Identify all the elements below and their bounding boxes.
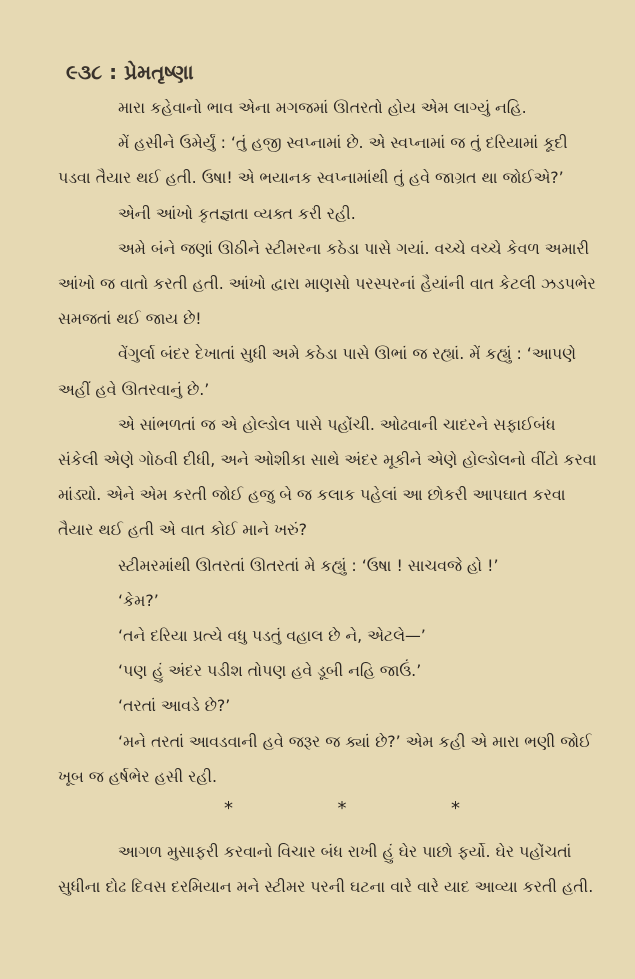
- paragraph: ‘મને તરતાં આવડવાની હવે જરૂર જ ક્યાં છે?’ એમ કહી એ મારા ભણી જોઈ ખૂબ જ હર્ષભેર હસી રહી.: [58, 731, 592, 786]
- paragraph: ‘કેમ?’: [118, 590, 159, 610]
- paragraph: ‘તને દરિયા પ્રત્યે વધુ પડતું વહાલ છે ને, એટલે—’: [118, 626, 426, 646]
- section-separator: [58, 794, 598, 824]
- page-header: [66, 60, 194, 84]
- separator-star: *: [337, 798, 347, 820]
- paragraph: સ્ટીમરમાંથી ઊતરતાં ઊતરતાં મે કહ્યું : ‘ઉષા ! સાચવજે હો !’: [118, 555, 499, 575]
- paragraph: ‘તરતાં આવડે છે?’: [118, 696, 231, 716]
- book-title: પ્રેમતૃષ્ણા: [124, 60, 194, 84]
- page-number: ૯૩૮ :: [66, 60, 118, 84]
- paragraph: વેંગુર્લા બંદર દેખાતાં સુધી અમે કઠેડા પાસે ઊભાં જ રહ્યાં. મેં કહ્યું : ‘આપણે અહીં હવે ઊતરવાનું છે.’: [58, 344, 576, 399]
- page-body: [58, 90, 598, 904]
- separator-star: *: [224, 798, 233, 820]
- paragraph: એની આંખો કૃતજ્ઞતા વ્યક્ત કરી રહી.: [118, 203, 356, 223]
- paragraph: અમે બંને જણાં ઊઠીને સ્ટીમરના કઠેડા પાસે ગયાં. વચ્ચે વચ્ચે કેવળ અમારી આંખો જ વાતો કરતી હતી. આંખો દ્વારા માણસો પરસ્પરનાં હૈયાંની વાત કેટલી ઝડપભેર સમજતાં થઈ જાય છે!: [58, 238, 596, 329]
- paragraph: મારા કહેવાનો ભાવ એના મગજમાં ઊતરતો હોય એમ લાગ્યું નહિ.: [118, 98, 527, 117]
- paragraph: મેં હસીને ઉમેર્યું : ‘તું હજી સ્વપ્નામાં છે. એ સ્વપ્નામાં જ તું દરિયામાં કૂદી પડવા તૈયાર થઈ હતી. ઉષા! એ ભયાનક સ્વપ્નામાંથી તું હવે જાગ્રત થા જોઈએ?’: [58, 133, 568, 188]
- separator-star: *: [451, 798, 460, 820]
- paragraph: ‘પણ હું અંદર પડીશ તોપણ હવે ડૂબી નહિ જાઉં.’: [118, 661, 422, 681]
- closing-paragraph: આગળ મુસાફરી કરવાનો વિચાર બંધ રાખી હું ઘેર પાછો ફર્યો. ઘેર પહોંચતાં સુધીના દોઢ દિવસ દરમિયાન મને સ્ટીમર પરની ઘટના વારે વારે યાદ આવ્યા કરતી હતી.: [58, 842, 594, 897]
- paragraph: એ સાંભળતાં જ એ હોલ્ડોલ પાસે પહોંચી. ઓઢવાની ચાદરને સફાઈબંધ સંકેલી એણે ગોઠવી દીધી, અને ઓશીકા સાથે અંદર મૂકીને એણે હોલ્ડોલનો વીંટો કરવા માંડ્યો. એને એમ કરતી જોઈ હજુ બે જ કલાક પહેલાં આ છોકરી આપઘાત કરવા તૈયાર થઈ હતી એ વાત કોઈ માને ખરું?: [58, 414, 597, 540]
